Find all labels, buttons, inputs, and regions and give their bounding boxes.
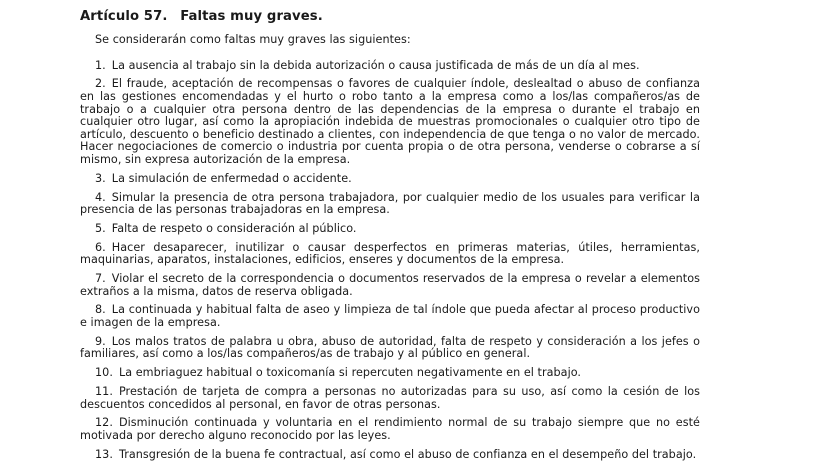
item-text: La ausencia al trabajo sin la debida autorización o causa justificada de más de un día al mes. <box>111 58 640 72</box>
list-item <box>80 304 700 329</box>
list-item <box>80 192 700 217</box>
list-item <box>80 417 700 442</box>
list-item <box>80 336 700 361</box>
item-text: La simulación de enfermedad o accidente. <box>111 171 352 185</box>
item-text: Falta de respeto o consideración al público. <box>111 221 357 235</box>
item-text: La embriaguez habitual o toxicomanía si repercuten negativamente en el trabajo. <box>118 366 582 380</box>
item-text: Disminución continuada y voluntaria en el rendimiento normal de su trabajo siempre que no esté motivada por derecho alguno reconocido por las leyes. <box>80 416 700 442</box>
list-item <box>80 78 700 166</box>
item-number: 4. <box>95 190 106 204</box>
list-item <box>80 223 700 236</box>
item-number: 10. <box>95 366 113 380</box>
item-number: 1. <box>95 58 106 72</box>
item-number: 3. <box>95 171 106 185</box>
item-text: Transgresión de la buena fe contractual, así como el abuso de confianza en el desempeño del trabajo. <box>118 447 697 461</box>
item-text: Los malos tratos de palabra u obra, abuso de autoridad, falta de respeto y consideración a los jefes o familiares, así como a los/las compañeros/as de trabajo y al público en general. <box>80 334 700 361</box>
item-number: 12. <box>95 416 113 430</box>
list-item <box>80 273 700 298</box>
item-number: 5. <box>95 221 106 235</box>
item-number: 7. <box>95 272 106 286</box>
item-number: 2. <box>95 77 106 91</box>
list-item <box>80 60 700 73</box>
faults-list <box>80 60 700 461</box>
article-title: Faltas muy graves. <box>180 9 323 24</box>
list-item <box>80 449 700 461</box>
item-number: 6. <box>95 240 106 254</box>
list-item <box>80 367 700 380</box>
item-text: Hacer desaparecer, inutilizar o causar desperfectos en primeras materias, útiles, herramientas, maquinarias, aparatos, instalaciones, edificios, enseres y documentos de la empresa. <box>80 240 700 267</box>
item-text: Prestación de tarjeta de compra a personas no autorizadas para su uso, así como la cesión de los descuentos concedidos al personal, en favor de otras personas. <box>80 384 700 411</box>
item-number: 8. <box>95 303 106 317</box>
article-intro: Se considerarán como faltas muy graves las siguientes: <box>95 33 411 46</box>
item-text: La continuada y habitual falta de aseo y limpieza de tal índole que pueda afectar al proceso productivo e imagen de la empresa. <box>80 303 700 329</box>
list-item <box>80 242 700 267</box>
item-text: Simular la presencia de otra persona trabajadora, por cualquier medio de los usuales para verificar la presencia de las personas trabajadoras en la empresa. <box>80 190 700 217</box>
article-number: Artículo 57. <box>80 9 168 24</box>
list-item <box>80 173 700 186</box>
item-text: El fraude, aceptación de recompensas o favores de cualquier índole, deslealtad o abuso de confianza en las gestiones encomendadas y el hurto o robo tanto a la empresa como a los/las compañeros/as de trabajo o a cualquier otra persona dentro de las dependencias de la empresa o durante el trabajo en cualquier otro lugar, así como la apropiación indebida de muestras promocionales o cualquier otro tipo de artículo, descuento o beneficio destinado a clientes, con independencia de que tenga o no valor de mercado. Hacer negociaciones de comercio o industria por cuenta propia o de otra persona, venderse o cobrarse a sí mismo, sin expresa autorización de la empresa. <box>80 77 700 166</box>
item-number: 9. <box>95 334 106 348</box>
article-heading <box>80 9 700 25</box>
item-text: Violar el secreto de la correspondencia o documentos reservados de la empresa o revelar a elementos extraños a la misma, datos de reserva obligada. <box>80 272 700 298</box>
item-number: 11. <box>95 384 113 398</box>
item-number: 13. <box>95 447 113 461</box>
list-item <box>80 386 700 411</box>
